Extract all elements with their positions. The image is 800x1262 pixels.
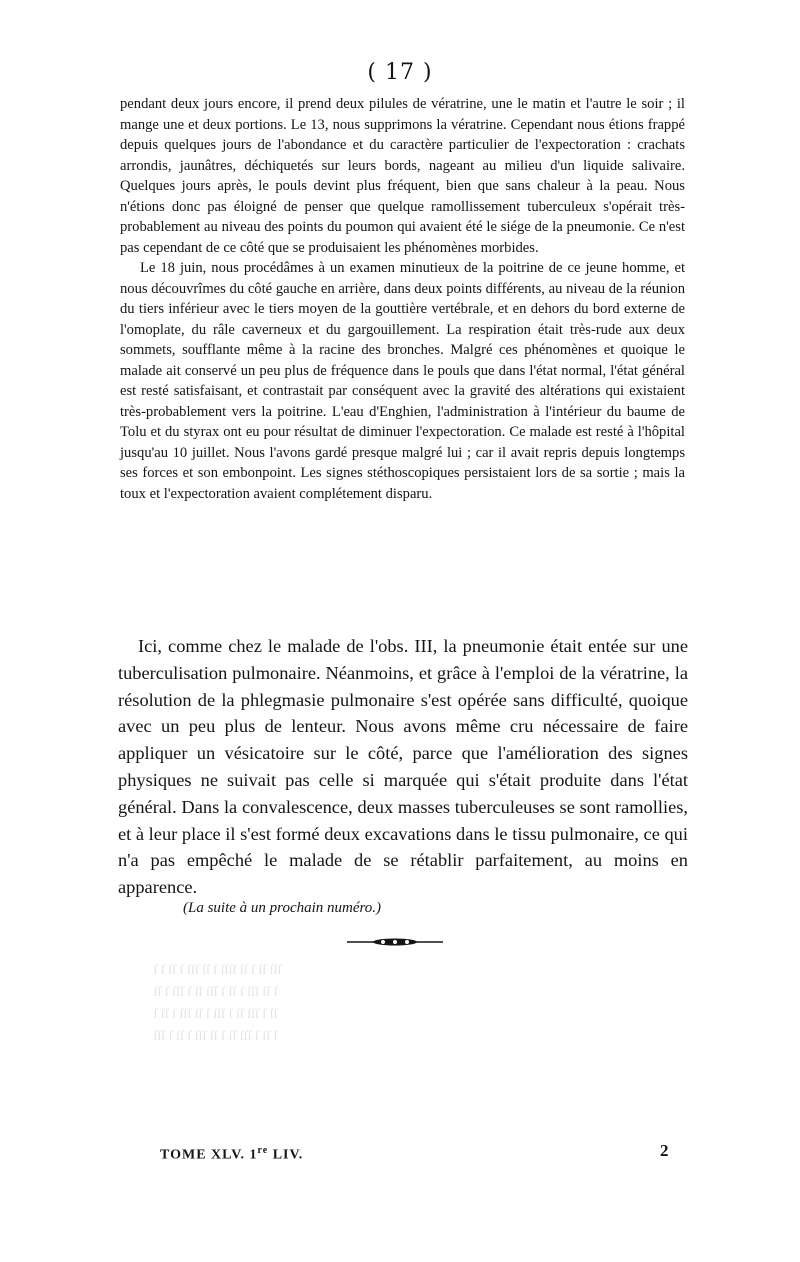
sheet-number: 2 (660, 1141, 669, 1160)
commentary-paragraph: Ici, comme chez le malade de l'obs. III, la pneumonie était entée sur une tuberculisation pulmonaire. Néanmoins, et grâce à l'emploi de la vératrine, la résolution de la phlegmasie pulmonaire s'est opérée sans difficulté, quoique avec un peu plus de lenteur. Nous avons même cru nécessaire de faire appliquer un vésicatoire sur le côté, parce que l'amélioration des signes physiques ne suivait pas celle si marquée qui s'était produite dans l'état général. Dans la convalescence, deux masses tuberculeuses se sont ramollies, et à leur place il s'est formé deux excavations dans le tissu pulmonaire, ce qui n'a pas empêché le malade de se rétablir parfaitement, au moins en apparence. (118, 636, 688, 898)
signature-volume: TOME XLV. 1 (160, 1147, 258, 1163)
page-number: ( 17 ) (367, 60, 433, 85)
commentary-text (118, 633, 688, 901)
case-paragraph-2: Le 18 juin, nous procédâmes à un examen minutieux de la poitrine de ce jeune homme, et nous découvrîmes du côté gauche en arrière, dans deux points différents, au niveau de la réunion du tiers inférieur avec le tiers moyen de la gouttière vertébrale, et en dehors du bord externe de l'omoplate, du râle caverneux et du gargouillement. La respiration était très-rude aux deux sommets, soufflante même à la racine des bronches. Malgré ces phénomènes et quoique le malade ait conservé un peu plus de fréquence dans le pouls que dans l'état normal, l'état général est resté satisfaisant, et contrastait par conséquent avec la gravité des altérations qui existaient très-probablement vers la poitrine. L'eau d'Enghien, l'administration à l'intérieur du baume de Tolu et du styrax ont eu pour résultat de diminuer l'expectoration. Ce malade est resté à l'hôpital jusqu'au 10 juillet. Nous l'avons gardé presque malgré lui ; car il avait repris depuis longtemps ses forces et son embonpoint. Les signes stéthoscopiques persistaient lors de sa sortie ; mais la toux et l'expectoration avaient complétement disparu. (120, 260, 685, 502)
signature-mark (160, 1145, 303, 1164)
continuation-note: (La suite à un prochain numéro.) (183, 900, 382, 916)
case-report-text (120, 94, 685, 504)
signature-livraison: LIV. (268, 1147, 304, 1163)
case-paragraph-1: pendant deux jours encore, il prend deux pilules de vératrine, une le matin et l'autre le soir ; il mange une et deux portions. Le 13, nous supprimons la vératrine. Cependant nous étions frappé depuis quelques jours de l'abondance et du caractère particulier de l'expectoration : crachats arrondis, jaunâtres, déchiquetés sur leurs bords, nageant au milieu d'un liquide salivaire. Quelques jours après, le pouls devint plus fréquent, bien que sans chaleur à la peau. Nous n'étions donc pas éloigné de penser que quelque ramollissement tuberculeux s'opérait très-probablement au niveau des points du poumon qui avaient été le siége de la pneumonie. Ce n'est pas cependant de ce côté que se produisaient les phénomènes morbides. (120, 96, 685, 256)
ornament-rule-icon (345, 936, 445, 948)
show-through-reverse: ſ ſ ſſ ſ ſſſ ſſ ſ ſſſſ ſſ ſ ſſ ſſſ ſſ ſ ſſſ ſ ſſ ſſſ ſ ſſ ſ ſſſ ſſ ſ ſ ſſ ſ ſſſ ſſ ſ ſſſ ſ ſſ ſſſ ſ ſſ ſſſ ſ ſſ ſ ſſſ ſſ ſ ſſ ſſſ ſ ſſ ſ (150, 963, 282, 1044)
signature-superscript: re (257, 1145, 269, 1156)
